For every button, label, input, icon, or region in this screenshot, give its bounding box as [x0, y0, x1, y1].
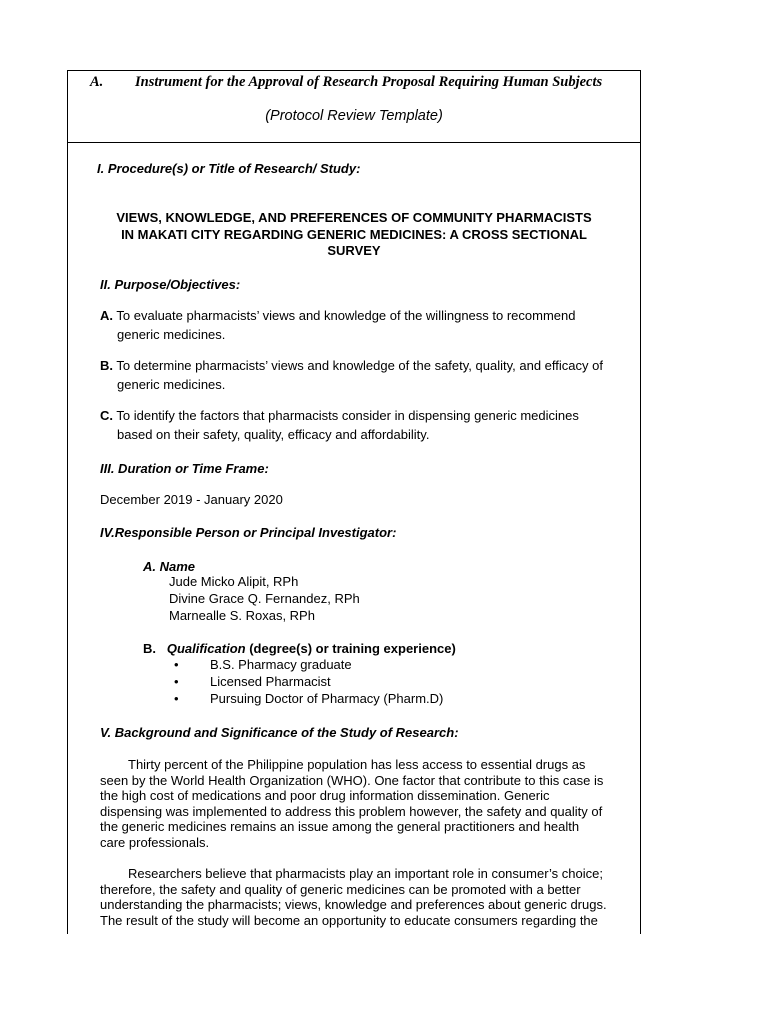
header-subtitle: (Protocol Review Template) — [265, 108, 443, 124]
study-title-line-3: SURVEY — [327, 243, 381, 258]
investigator-name: Marnealle S. Roxas, RPh — [169, 608, 315, 623]
protocol-review-form — [67, 70, 641, 934]
paragraph-line: seen by the World Health Organization (WHO). One factor that contribute to this case is — [100, 772, 604, 788]
bullet-icon: • — [174, 674, 179, 689]
qualification-item — [174, 690, 444, 707]
investigator-name: Divine Grace Q. Fernandez, RPh — [169, 591, 360, 606]
objective-text: To determine pharmacists’ views and knowledge of the safety, quality, and efficacy of — [116, 358, 603, 373]
objective-letter: B. — [100, 358, 113, 373]
section-5-heading: V. Background and Significance of the Study of Research: — [100, 725, 459, 740]
qualification-item — [174, 673, 331, 690]
header-letter: A. — [90, 74, 104, 90]
study-title-line-2: IN MAKATI CITY REGARDING GENERIC MEDICINES: A CROSS SECTIONAL — [121, 227, 587, 242]
objective-text-cont: generic medicines. — [117, 377, 226, 392]
header-title: Instrument for the Approval of Research Proposal Requiring Human Subjects — [135, 74, 603, 90]
qualification-note: (degree(s) or training experience) — [249, 641, 456, 656]
qualification-text: Pursuing Doctor of Pharmacy (Pharm.D) — [210, 691, 444, 706]
background-paragraph-2 — [100, 866, 638, 928]
objective-text: To evaluate pharmacists’ views and knowledge of the willingness to recommend — [116, 308, 576, 323]
paragraph-line: Thirty percent of the Philippine population has less access to essential drugs as — [128, 757, 586, 772]
duration-value: December 2019 - January 2020 — [100, 492, 283, 507]
qualification-letter: B. — [143, 641, 156, 656]
paragraph-line: the high cost of medications and poor drug information dissemination. Generic — [100, 788, 550, 804]
bullet-icon: • — [174, 691, 179, 706]
qualification-text: B.S. Pharmacy graduate — [210, 657, 352, 672]
objective-text-cont: based on their safety, quality, efficacy and affordability. — [117, 427, 430, 442]
objective-text: To identify the factors that pharmacists consider in dispensing generic medicines — [116, 408, 579, 423]
paragraph-line: care professionals. — [100, 834, 210, 850]
investigator-name: Jude Micko Alipit, RPh — [169, 574, 299, 589]
background-paragraph-1 — [100, 757, 638, 851]
objective-b — [100, 356, 638, 394]
paragraph-line: therefore, the safety and quality of generic medicines can be promoted with a better — [100, 881, 581, 897]
paragraph-line: understanding the pharmacists; views, knowledge and preferences about generic drugs. — [100, 897, 607, 913]
objective-text-cont: generic medicines. — [117, 327, 226, 342]
objective-a — [100, 306, 638, 344]
paragraph-line: Researchers believe that pharmacists play an important role in consumer’s choice; — [128, 866, 603, 881]
qualification-item — [174, 656, 352, 673]
paragraph-line: The result of the study will become an opportunity to educate consumers regarding the — [100, 912, 598, 928]
section-3-heading: III. Duration or Time Frame: — [100, 461, 269, 476]
qualification-text: Licensed Pharmacist — [210, 674, 331, 689]
objective-letter: C. — [100, 408, 113, 423]
paragraph-line: dispensing was implemented to address this problem however, the safety and quality of — [100, 803, 603, 819]
paragraph-line: the generic medicines remains an issue among the general practitioners and health — [100, 819, 580, 835]
objective-letter: A. — [100, 308, 113, 323]
name-label: A. Name — [143, 559, 196, 574]
section-2-heading: II. Purpose/Objectives: — [100, 277, 241, 292]
section-4-heading: IV.Responsible Person or Principal Investigator: — [100, 525, 397, 540]
form-header — [68, 71, 640, 143]
bullet-icon: • — [174, 657, 179, 672]
study-title-line-1: VIEWS, KNOWLEDGE, AND PREFERENCES OF COMMUNITY PHARMACISTS — [116, 210, 592, 225]
qualification-word: Qualification — [166, 641, 246, 656]
objective-c — [100, 406, 638, 444]
section-1-heading: I. Procedure(s) or Title of Research/ Study: — [97, 161, 361, 176]
qualification-label — [143, 640, 456, 657]
